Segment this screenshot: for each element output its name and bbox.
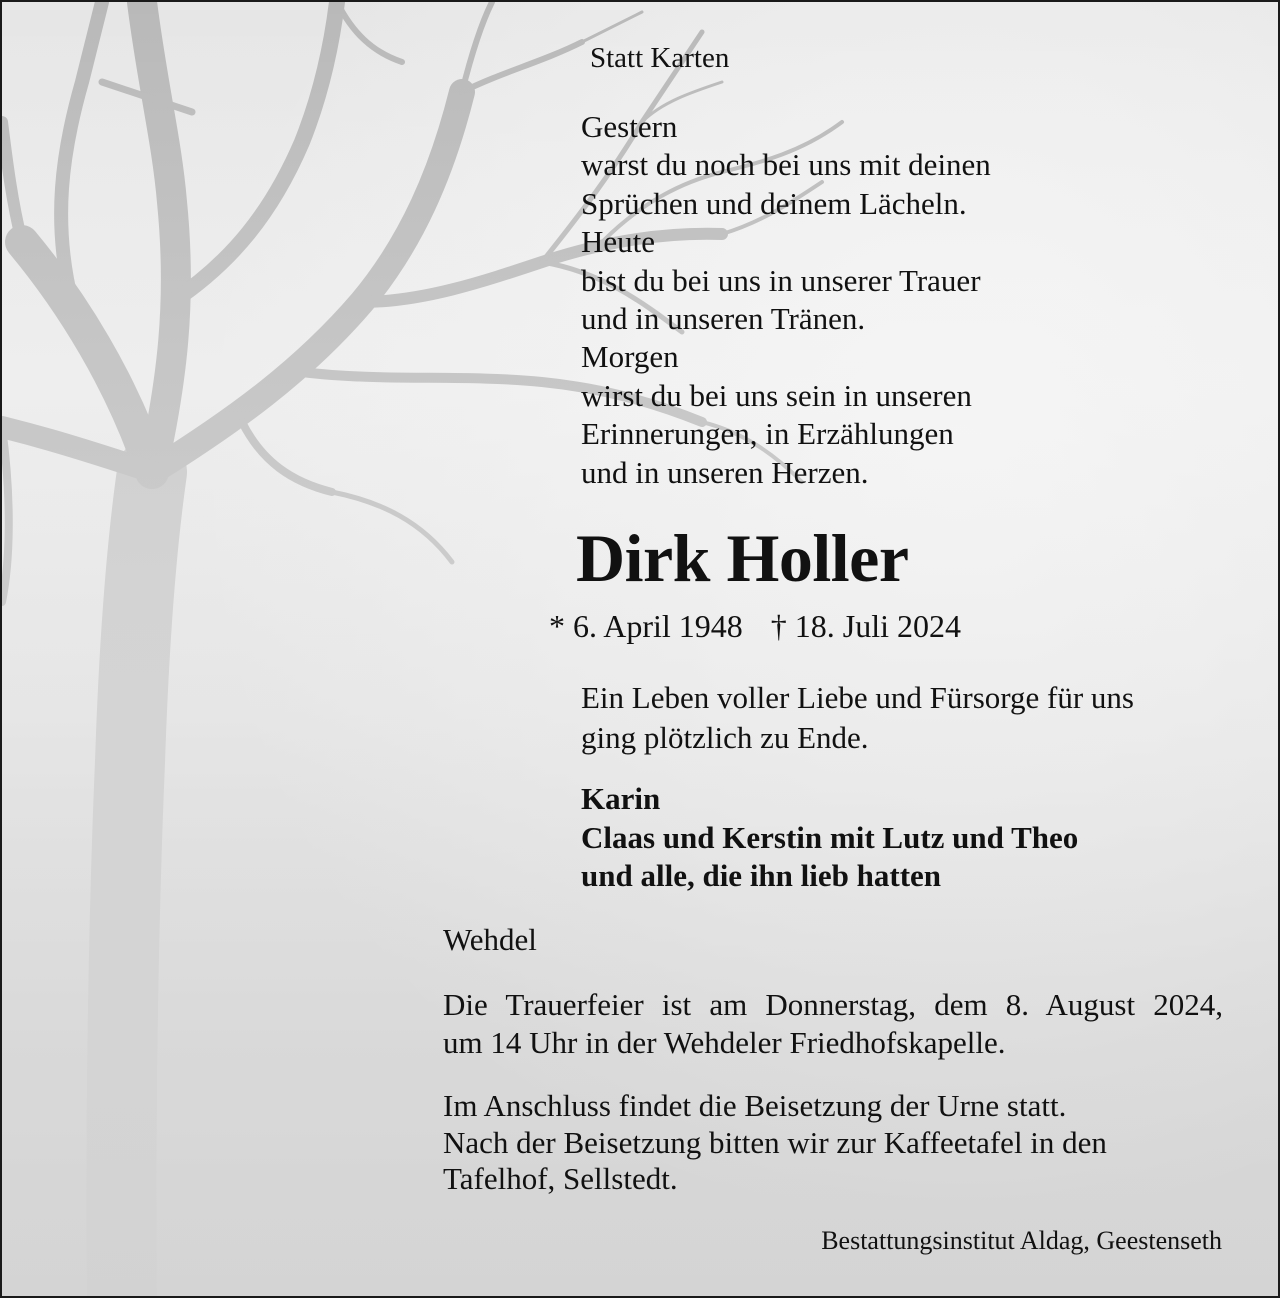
mourner-line: Claas und Kerstin mit Lutz und Theo — [581, 819, 1079, 855]
poem-line: Sprüchen und deinem Lächeln. — [581, 185, 967, 221]
death-date: † 18. Juli 2024 — [770, 608, 962, 644]
poem-line: bist du bei uns in unserer Trauer — [581, 262, 981, 298]
service-details — [443, 986, 1223, 1062]
service-line: Die Trauerfeier ist am Donnerstag, dem 8. August 2024, — [443, 987, 1223, 1022]
farewell-message — [581, 678, 1134, 758]
poem-line: warst du noch bei uns mit deinen — [581, 147, 991, 183]
mourner-line: und alle, die ihn lieb hatten — [581, 858, 942, 893]
burial-line: Tafelhof, Sellstedt. — [443, 1161, 678, 1196]
poem-line: Heute — [581, 224, 656, 260]
poem-line: Gestern — [581, 109, 678, 144]
message-line: ging plötzlich zu Ende. — [581, 720, 869, 755]
poem-line: wirst du bei uns sein in unseren — [581, 377, 972, 413]
deceased-name: Dirk Holler — [576, 520, 909, 596]
birth-date: * 6. April 1948 — [549, 608, 743, 644]
poem-line: und in unseren Tränen. — [581, 301, 866, 337]
mourner-line: Karin — [581, 781, 661, 816]
place-name: Wehdel — [443, 922, 537, 957]
undertaker-name: Bestattungsinstitut Aldag, Geestenseth — [821, 1226, 1222, 1255]
poem — [581, 108, 991, 492]
burial-details — [443, 1088, 1107, 1198]
poem-line: Morgen — [581, 339, 679, 375]
burial-line: Nach der Beisetzung bitten wir zur Kaffeetafel in den — [443, 1124, 1107, 1160]
service-line: um 14 Uhr in der Wehdeler Friedhofskapelle. — [443, 1025, 1006, 1060]
mourners-list — [581, 780, 1078, 896]
poem-line: Erinnerungen, in Erzählungen — [581, 416, 954, 452]
burial-line: Im Anschluss findet die Beisetzung der Urne statt. — [443, 1088, 1067, 1123]
poem-line: und in unseren Herzen. — [581, 454, 869, 490]
statt-karten-label: Statt Karten — [590, 42, 730, 74]
life-dates — [549, 610, 961, 642]
message-line: Ein Leben voller Liebe und Fürsorge für uns — [581, 680, 1134, 715]
